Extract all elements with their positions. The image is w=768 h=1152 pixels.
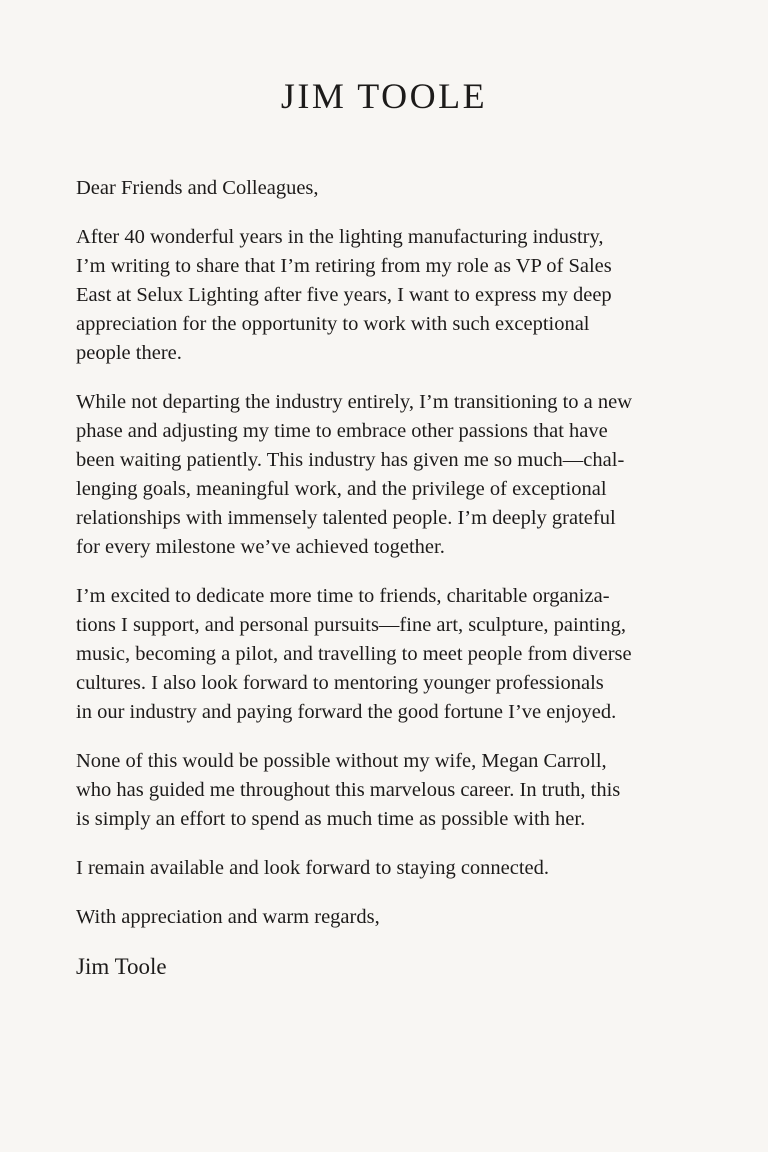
- paragraph-line: is simply an effort to spend as much time as possible with her.: [76, 808, 586, 830]
- paragraph-closing: [76, 854, 716, 883]
- paragraph-line: I’m writing to share that I’m retiring from my role as VP of Sales: [76, 255, 612, 277]
- paragraph-line: With appreciation and warm regards,: [76, 906, 380, 928]
- letter-title: JIM TOOLE: [280, 76, 488, 116]
- paragraph-intro: [76, 223, 716, 368]
- paragraph-line: appreciation for the opportunity to work with such exceptional: [76, 313, 590, 335]
- paragraph-line: lenging goals, meaningful work, and the privilege of exceptional: [76, 478, 607, 500]
- paragraph-family: [76, 747, 716, 834]
- letter-body: [76, 174, 716, 982]
- paragraph-line: East at Selux Lighting after five years, I want to express my deep: [76, 284, 612, 306]
- paragraph-transition: [76, 388, 716, 562]
- paragraph-line: who has guided me throughout this marvelous career. In truth, this: [76, 779, 621, 801]
- paragraph-line: relationships with immensely talented people. I’m deeply grateful: [76, 507, 616, 529]
- paragraph-line: I remain available and look forward to staying connected.: [76, 857, 550, 879]
- paragraph-line: phase and adjusting my time to embrace other passions that have: [76, 420, 608, 442]
- paragraph-line: tions I support, and personal pursuits—fine art, sculpture, painting,: [76, 614, 626, 636]
- letter-valediction: [76, 903, 716, 932]
- paragraph-line: After 40 wonderful years in the lighting manufacturing industry,: [76, 226, 604, 248]
- paragraph-line: people there.: [76, 342, 182, 364]
- paragraph-line: been waiting patiently. This industry has given me so much—chal-: [76, 449, 625, 471]
- paragraph-passions: [76, 582, 716, 727]
- paragraph-line: music, becoming a pilot, and travelling to meet people from diverse: [76, 643, 632, 665]
- paragraph-line: cultures. I also look forward to mentoring younger professionals: [76, 672, 604, 694]
- paragraph-line: in our industry and paying forward the good fortune I’ve enjoyed.: [76, 701, 617, 723]
- paragraph-line: While not departing the industry entirely, I’m transitioning to a new: [76, 391, 633, 413]
- letter-greeting: Dear Friends and Colleagues,: [76, 177, 319, 199]
- paragraph-line: I’m excited to dedicate more time to friends, charitable organiza-: [76, 585, 610, 607]
- paragraph-line: None of this would be possible without my wife, Megan Carroll,: [76, 750, 607, 772]
- paragraph-line: for every milestone we’ve achieved together.: [76, 536, 445, 558]
- letter-signature: Jim Toole: [76, 954, 167, 979]
